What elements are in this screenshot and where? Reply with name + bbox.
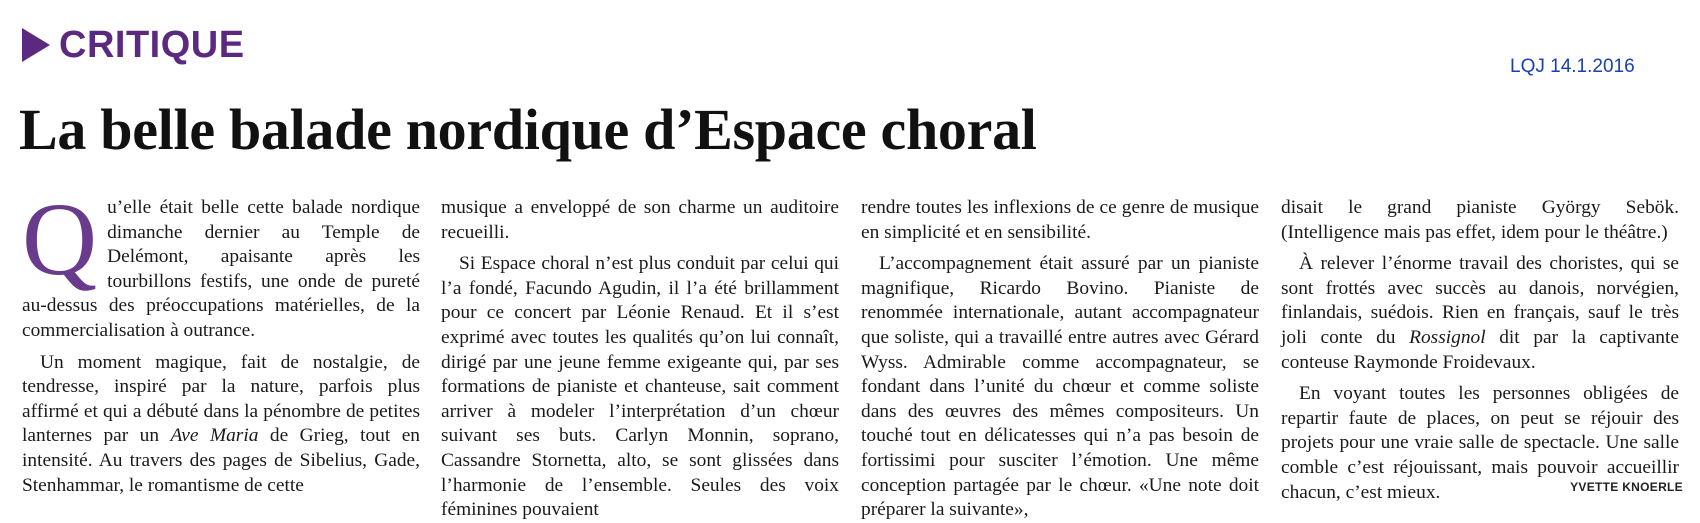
paragraph: L’accompagnement était assuré par un pianiste magnifique, Ricardo Bovino. Pianiste de renommée internationale, autant accompagnateur que soliste, qui a travaillé entre autres avec Gérard Wyss. Admirable comme accompagnateur, se fondant dans l’unité du chœur et comme soliste dans des œuvres des mêmes compositeurs. Un touché tout en délicatesses qui n’a pas besoin de fortissimi pour susciter l’émotion. Une même conception partagée par le chœur. «Une note doit préparer la suivante»,: [861, 253, 1259, 521]
article-headline: La belle balade nordique d’Espace choral: [19, 97, 1037, 162]
article-column-1: [22, 182, 420, 498]
italic-title: Rossignol: [1409, 326, 1486, 348]
paragraph: En voyant toutes les personnes obligées de repartir faute de places, on peut se réjouir des projets pour une vraie salle de spectacle. Une salle comble c’est réjouissant, mais pouvoir accueillir chacun, c’est mieux.: [1281, 383, 1679, 503]
paragraph-text: Un moment magique, fait de nostalgie, de tendresse, inspiré par la nature, parfois plus affirmé et qui a débuté dans la pénombre de petites lanternes par un: [22, 351, 420, 447]
paragraph-text: de Grieg, tout en intensité. Au travers des pages de Sibelius, Gade, Stenhammar, le romantisme de cette: [22, 425, 420, 496]
paragraph: Si Espace choral n’est plus conduit par celui qui l’a fondé, Facundo Agudin, il l’a été brillamment pour ce concert par Léonie Renaud. Et il s’est exprimé avec toutes les qualités qu’on lui connaît, dirigé par une jeune femme exigeante qui, par ses formations de pianiste et chanteuse, sait comment arriver à modeler l’interprétation d’un chœur suivant ses buts. Carlyn Monnin, soprano, Cassandre Stornetta, alto, se sont glissées dans l’harmonie de l’ensemble. Seules des voix féminines pouvaient: [441, 253, 839, 521]
drop-cap: Q: [22, 182, 98, 297]
article-column-2: [441, 196, 839, 523]
paragraph: musique a enveloppé de son charme un auditoire recueilli.: [441, 197, 839, 243]
source-date: LQJ 14.1.2016: [1510, 56, 1635, 77]
paragraph: rendre toutes les inflexions de ce genre de musique en simplicité et en sensibilité.: [861, 197, 1259, 243]
section-rubric: [22, 26, 245, 64]
paragraph-text: À relever l’énorme travail des choristes, qui se sont frottés avec succès au danois, norvégien, finlandais, suédois. Rien en français, sauf le très joli conte du: [1281, 253, 1679, 348]
triangle-arrow-icon: [22, 28, 50, 62]
article-column-4: [1281, 196, 1679, 505]
paragraph: [22, 182, 420, 344]
paragraph: disait le grand pianiste György Sebök. (Intelligence mais pas effet, idem pour le théâtre.): [1281, 197, 1679, 243]
paragraph-text: u’elle était belle cette balade nordique dimanche dernier au Temple de Delémont, apaisante après les tourbillons festifs, une onde de pureté au-dessus des préoccupations matérielles, de la commercialisation à outrance.: [22, 197, 420, 341]
author-byline: YVETTE KNOERLE: [1570, 480, 1683, 494]
paragraph: [1281, 252, 1679, 375]
article-column-3: [861, 196, 1259, 523]
paragraph-text: dit par la captivante conteuse Raymonde Froidevaux.: [1281, 326, 1679, 373]
paragraph: [22, 351, 420, 499]
section-label: CRITIQUE: [59, 24, 245, 66]
italic-title: Ave Maria: [170, 425, 259, 447]
